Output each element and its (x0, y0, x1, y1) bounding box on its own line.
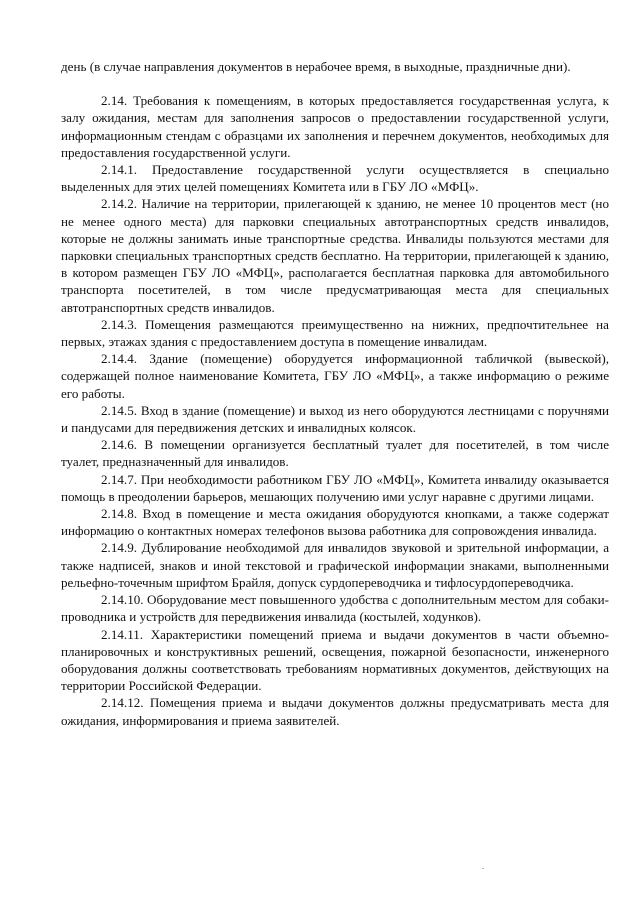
paragraph-2-14-6: 2.14.6. В помещении организуется бесплатный туалет для посетителей, в том числе туалет, предназначенный для инвалидов. (61, 437, 609, 470)
paragraph-2-14-4: 2.14.4. Здание (помещение) оборудуется информационной табличкой (вывеской), содержащей полное наименование Комитета, ГБУ ЛО «МФЦ», а также информацию о режиме его работы. (61, 351, 609, 401)
paragraph-2-14-5: 2.14.5. Вход в здание (помещение) и выход из него оборудуются лестницами с поручнями и пандусами для передвижения детских и инвалидных колясок. (61, 402, 609, 436)
paragraph-2-14-9: 2.14.9. Дублирование необходимой для инвалидов звуковой и зрительной информации, а также надписей, знаков и иной текстовой и графической информации знаками, выполненными рельефно-точечным шрифтом Брайля, допуск сурдопереводчика и тифлосурдопереводчика. (61, 540, 609, 590)
paragraph-2-14-10: 2.14.10. Оборудование мест повышенного удобства с дополнительным местом для собаки-проводника и устройств для передвижения инвалида (костылей, ходунков). (61, 592, 609, 625)
paragraph-2-14-12: 2.14.12. Помещения приема и выдачи документов должны предусматривать места для ожидания, информирования и приема заявителей. (61, 695, 609, 728)
paragraph-2-14-1: 2.14.1. Предоставление государственной услуги осуществляется в специально выделенных для этих целей помещениях Комитета или в ГБУ ЛО «МФЦ». (61, 162, 609, 195)
paragraph-2-14-3: 2.14.3. Помещения размещаются преимущественно на нижних, предпочтительнее на первых, этажах здания с предоставлением доступа в помещение инвалидам. (61, 316, 609, 350)
paragraph-2-14-2: 2.14.2. Наличие на территории, прилегающей к зданию, не менее 10 процентов мест (но не менее одного места) для парковки специальных автотранспортных средств инвалидов, которые не должны занимать иные транспортные средства. Инвалиды пользуются местами для парковки специальных транспортных средств бесплатно. На территории, прилегающей к зданию, в котором размещен ГБУ ЛО «МФЦ», располагается бесплатная парковка для автомобильного транспорта посетителей, в том числе предусматривающая места для специальных автотранспортных средств инвалидов. (61, 196, 609, 315)
paragraph-2-14: 2.14. Требования к помещениям, в которых предоставляется государственная услуга, к залу ожидания, местам для заполнения запросов о предоставлении государственной услуги, информационным стендам с образцами их заполнения и перечнем документов, необходимых для предоставления государственной услуги. (61, 93, 609, 160)
paragraph-2-14-7: 2.14.7. При необходимости работником ГБУ ЛО «МФЦ», Комитета инвалиду оказывается помощь в преодолении барьеров, мешающих получению ими услуг наравне с другими лицами. (61, 471, 609, 504)
document-page (61, 58, 609, 729)
scan-speck (482, 868, 484, 869)
paragraph-2-14-11: 2.14.11. Характеристики помещений приема и выдачи документов в части объемно-планировочных и конструктивных решений, освещения, пожарной безопасности, инженерного оборудования должны соответствовать требованиям нормативных документов, действующих на территории Российской Федерации. (61, 626, 609, 694)
paragraph-2-14-8: 2.14.8. Вход в помещение и места ожидания оборудуются кнопками, а также содержат информацию о контактных номерах телефонов вызова работника для сопровождения инвалида. (61, 506, 609, 539)
paragraph-continuation: день (в случае направления документов в нерабочее время, в выходные, праздничные дни). (61, 59, 571, 74)
